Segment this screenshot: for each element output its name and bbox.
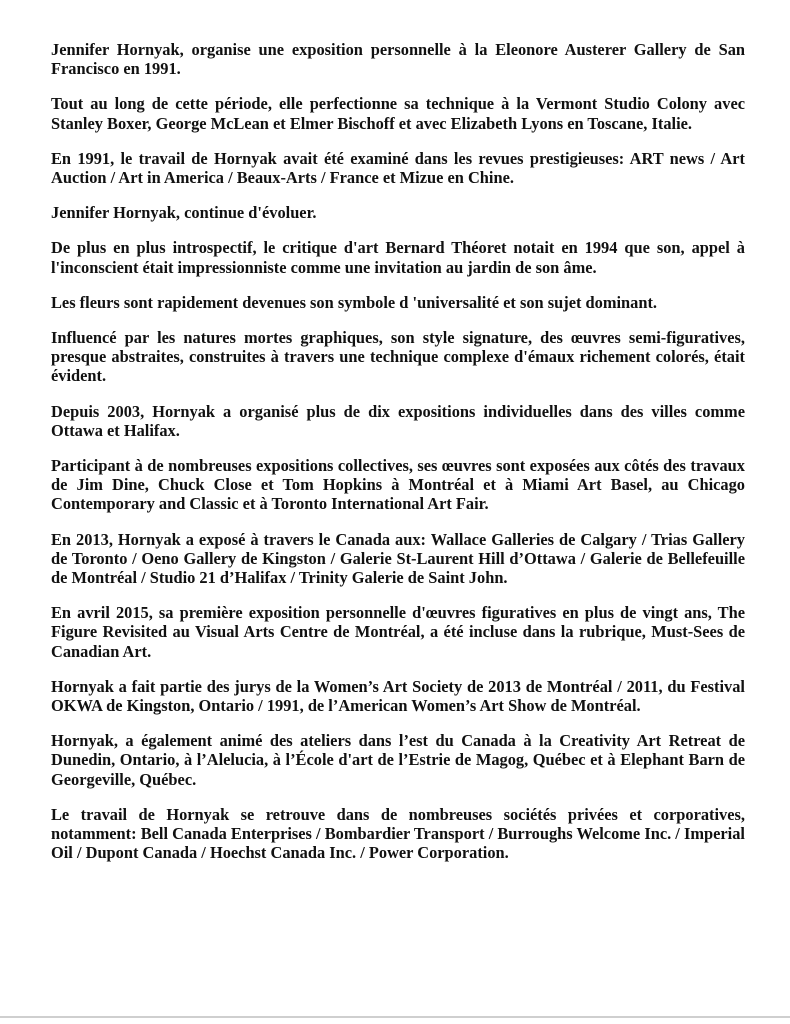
paragraph-6: Les fleurs sont rapidement devenues son symbole d 'universalité et son sujet dominant. [51, 292, 658, 312]
paragraph-8: Depuis 2003, Hornyak a organisé plus de dix expositions individuelles dans des villes comme Ottawa et Halifax. [51, 401, 745, 440]
paragraph-12: Hornyak a fait partie des jurys de la Women’s Art Society de 2013 de Montréal / 2011, du Festival OKWA de Kingston, Ontario / 1991, de l’American Women’s Art Show de Montréal. [51, 676, 745, 716]
paragraph-1: Jennifer Hornyak, organise une exposition personnelle à la Eleonore Austerer Gallery de San Francisco en 1991. [51, 40, 745, 79]
paragraph-9: Participant à de nombreuses expositions collectives, ses œuvres sont exposées aux côtés des travaux de Jim Dine, Chuck Close et Tom Hopkins à Montréal et à Miami Art Basel, au Chicago Contemporary and Classic et à Toronto International Art Fair. [51, 456, 745, 514]
paragraph-14: Le travail de Hornyak se retrouve dans de nombreuses sociétés privées et corporatives, notamment: Bell Canada Enterprises / Bombardier Transport / Burroughs Welcome Inc. / Imperial Oil / Dupont Canada / Hoechst Canada Inc. / Power Corporation. [51, 804, 745, 863]
paragraph-3: En 1991, le travail de Hornyak avait été examiné dans les revues prestigieuses: ART news / Art Auction / Art in America / Beaux-Arts / France et Mizue en Chine. [51, 148, 745, 188]
page-bottom-edge [0, 1016, 790, 1018]
paragraph-10: En 2013, Hornyak a exposé à travers le Canada aux: Wallace Galleries de Calgary / Trias Gallery de Toronto / Oeno Gallery de Kingston / Galerie St-Laurent Hill d’Ottawa / Galerie de Bellefeuille de Montréal / Studio 21 d’Halifax / Trinity Galerie de Saint John. [51, 529, 745, 588]
paragraph-5: De plus en plus introspectif, le critique d'art Bernard Théoret notait en 1994 que son, appel à l'inconscient était impressionniste comme une invitation au jardin de son âme. [51, 238, 745, 277]
paragraph-4: Jennifer Hornyak, continue d'évoluer. [51, 203, 317, 223]
paragraph-13: Hornyak, a également animé des ateliers dans l’est du Canada à la Creativity Art Retreat de Dunedin, Ontario, à l’Alelucia, à l’École d'art de l’Estrie de Magog, Québec et à Elephant Barn de Georgeville, Québec. [51, 731, 745, 789]
paragraph-2: Tout au long de cette période, elle perfectionne sa technique à la Vermont Studio Colony avec Stanley Boxer, George McLean et Elmer Bischoff et avec Elizabeth Lyons en Toscane, Italie. [51, 94, 745, 133]
paragraph-7: Influencé par les natures mortes graphiques, son style signature, des œuvres semi-figuratives, presque abstraites, construites à travers une technique complexe d'émaux richement colorés, était évident. [51, 328, 745, 386]
document-body [51, 40, 745, 879]
paragraph-11: En avril 2015, sa première exposition personnelle d'œuvres figuratives en plus de vingt ans, The Figure Revisited au Visual Arts Centre de Montréal, a été incluse dans la rubrique, Must-Sees de Canadian Art. [51, 603, 745, 661]
